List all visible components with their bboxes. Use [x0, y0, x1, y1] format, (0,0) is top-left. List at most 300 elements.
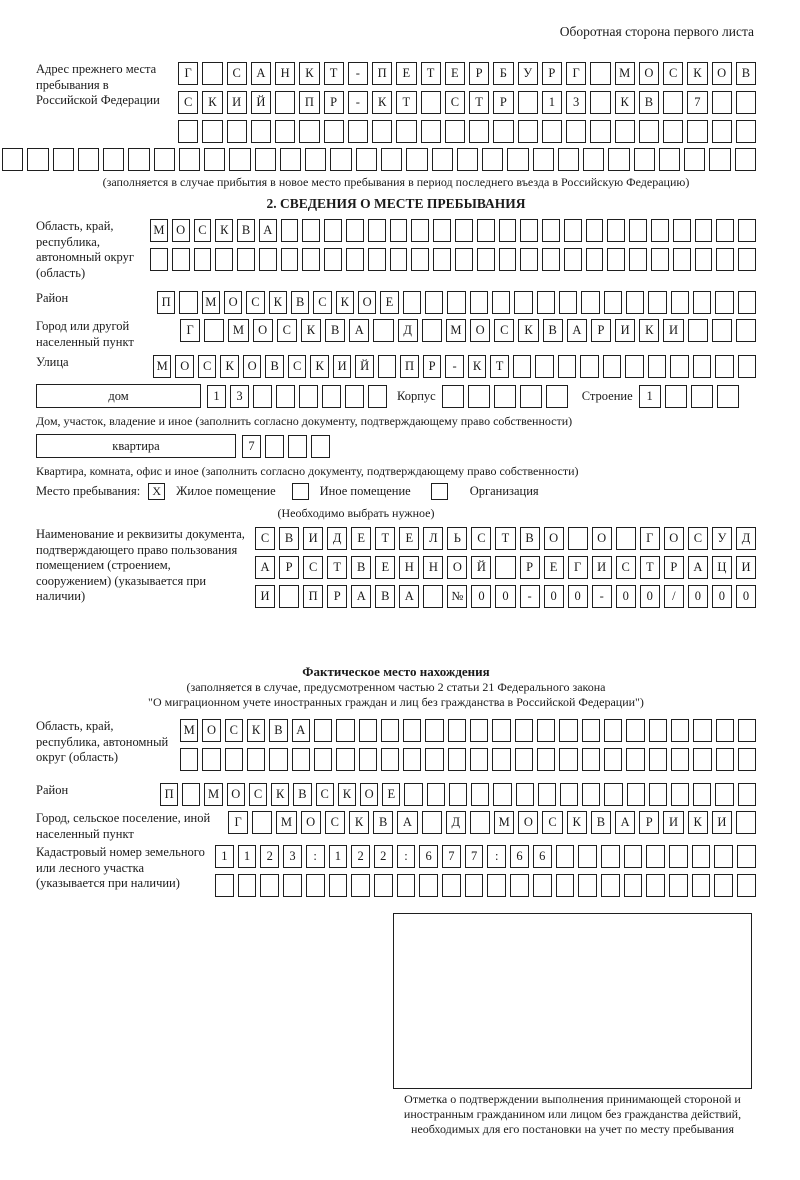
char-cell	[492, 748, 510, 771]
char-cell	[359, 719, 377, 742]
field-cadastral	[36, 845, 756, 907]
char-cell: О	[470, 319, 490, 342]
char-cell: О	[664, 527, 684, 550]
char-cell	[471, 783, 489, 806]
char-cell: В	[373, 811, 393, 834]
document-cell-row-2	[255, 556, 756, 579]
char-cell: К	[269, 291, 287, 314]
char-cell: В	[279, 527, 299, 550]
char-cell	[427, 783, 445, 806]
char-cell	[265, 435, 284, 458]
char-cell	[381, 148, 402, 171]
char-cell: И	[736, 556, 756, 579]
char-cell: А	[349, 319, 369, 342]
char-cell: Т	[396, 91, 416, 114]
char-cell: Л	[423, 527, 443, 550]
char-cell	[687, 120, 707, 143]
char-cell	[581, 291, 599, 314]
char-cell: К	[615, 91, 635, 114]
city-cell-row	[180, 319, 756, 342]
char-cell: О	[447, 556, 467, 579]
char-cell	[513, 355, 531, 378]
document-cell-row-3	[255, 585, 756, 608]
char-cell	[403, 748, 421, 771]
char-cell: К	[639, 319, 659, 342]
char-cell: А	[615, 811, 635, 834]
char-cell	[738, 748, 756, 771]
char-cell	[227, 120, 247, 143]
char-cell: 0	[544, 585, 564, 608]
region-cell-row-1	[150, 219, 756, 242]
char-cell: М	[150, 219, 168, 242]
char-cell	[314, 748, 332, 771]
char-cell: С	[542, 811, 562, 834]
char-cell	[302, 248, 320, 271]
district-actual-label: Район	[36, 783, 69, 797]
char-cell	[442, 385, 464, 408]
district-cell-row	[157, 291, 756, 314]
char-cell: В	[325, 319, 345, 342]
char-cell	[604, 291, 622, 314]
char-cell	[715, 783, 733, 806]
char-cell: С	[288, 355, 306, 378]
char-cell: 0	[712, 585, 732, 608]
char-cell	[671, 748, 689, 771]
char-cell: Т	[469, 91, 489, 114]
char-cell: Т	[327, 556, 347, 579]
char-cell: Д	[327, 527, 347, 550]
char-cell	[716, 248, 734, 271]
char-cell	[470, 291, 488, 314]
char-cell: М	[228, 319, 248, 342]
char-cell	[492, 291, 510, 314]
char-cell	[663, 91, 683, 114]
char-cell	[215, 874, 234, 897]
char-cell	[695, 219, 713, 242]
char-cell	[646, 874, 665, 897]
char-cell: 2	[260, 845, 279, 868]
char-cell: О	[712, 62, 732, 85]
char-cell	[542, 248, 560, 271]
char-cell	[538, 783, 556, 806]
field-prev-address	[36, 62, 756, 143]
char-cell	[404, 783, 422, 806]
char-cell	[260, 874, 279, 897]
char-cell: О	[544, 527, 564, 550]
field-region	[36, 219, 756, 281]
char-cell	[649, 783, 667, 806]
field-apartment	[36, 434, 756, 458]
char-cell	[582, 748, 600, 771]
char-cell	[564, 219, 582, 242]
char-cell	[421, 120, 441, 143]
char-cell	[590, 62, 610, 85]
char-cell: -	[520, 585, 540, 608]
char-cell	[172, 248, 190, 271]
char-cell	[533, 148, 554, 171]
char-cell	[671, 783, 689, 806]
char-cell	[604, 748, 622, 771]
char-cell	[247, 748, 265, 771]
char-cell: К	[215, 219, 233, 242]
char-cell	[128, 148, 149, 171]
apartment-caption: Квартира, комната, офис и иное (заполнить согласно документу, подтверждающему право собственности)	[36, 464, 579, 478]
char-cell: О	[202, 719, 220, 742]
prev-address-caption: (заполняется в случае прибытия в новое место пребывания в период последнего въезда в Российскую Федерацию)	[102, 175, 690, 189]
char-cell	[537, 748, 555, 771]
char-cell	[649, 748, 667, 771]
char-cell	[403, 291, 421, 314]
char-cell	[560, 783, 578, 806]
char-cell: С	[316, 783, 334, 806]
char-cell: Т	[490, 355, 508, 378]
char-cell	[542, 120, 562, 143]
char-cell	[604, 719, 622, 742]
char-cell	[626, 291, 644, 314]
char-cell: Р	[520, 556, 540, 579]
char-cell	[419, 874, 438, 897]
char-cell: 1	[542, 91, 562, 114]
char-cell: В	[293, 783, 311, 806]
char-cell: Р	[591, 319, 611, 342]
char-cell	[487, 874, 506, 897]
char-cell: С	[325, 811, 345, 834]
char-cell	[238, 874, 257, 897]
char-cell: В	[375, 585, 395, 608]
char-cell: 0	[568, 585, 588, 608]
char-cell	[259, 248, 277, 271]
char-cell: Е	[380, 291, 398, 314]
char-cell	[302, 219, 320, 242]
korpus-label: Корпус	[397, 388, 436, 403]
char-cell: О	[360, 783, 378, 806]
stay-type-option-other: Иное помещение	[319, 484, 411, 498]
char-cell: К	[349, 811, 369, 834]
char-cell: Т	[495, 527, 515, 550]
char-cell	[283, 874, 302, 897]
char-cell	[583, 148, 604, 171]
char-cell: Т	[375, 527, 395, 550]
char-cell: О	[301, 811, 321, 834]
char-cell	[336, 719, 354, 742]
city-label: Город или другой населенный пункт	[36, 319, 134, 349]
char-cell: Ц	[712, 556, 732, 579]
char-cell	[179, 291, 197, 314]
char-cell: Г	[566, 62, 586, 85]
char-cell: Г	[640, 527, 660, 550]
stroenie-label: Строение	[581, 388, 633, 403]
char-cell	[688, 319, 708, 342]
char-cell	[693, 291, 711, 314]
char-cell	[648, 355, 666, 378]
char-cell	[663, 120, 683, 143]
char-cell: Г	[228, 811, 248, 834]
char-cell: Р	[639, 811, 659, 834]
char-cell: 0	[688, 585, 708, 608]
char-cell: Р	[469, 62, 489, 85]
char-cell: М	[204, 783, 222, 806]
char-cell	[607, 248, 625, 271]
char-cell: 7	[242, 435, 261, 458]
char-cell	[53, 148, 74, 171]
char-cell	[556, 845, 575, 868]
char-cell	[411, 219, 429, 242]
char-cell: М	[153, 355, 171, 378]
char-cell	[601, 874, 620, 897]
char-cell: С	[494, 319, 514, 342]
char-cell: П	[157, 291, 175, 314]
char-cell	[712, 91, 732, 114]
char-cell: :	[306, 845, 325, 868]
char-cell	[738, 291, 756, 314]
char-cell: О	[518, 811, 538, 834]
char-cell	[468, 385, 490, 408]
char-cell: С	[471, 527, 491, 550]
char-cell: К	[271, 783, 289, 806]
char-cell	[448, 748, 466, 771]
char-cell	[738, 248, 756, 271]
char-cell: И	[663, 319, 683, 342]
char-cell	[692, 845, 711, 868]
char-cell	[299, 385, 318, 408]
char-cell: И	[255, 585, 275, 608]
char-cell	[381, 719, 399, 742]
char-cell	[673, 248, 691, 271]
korpus-cell-row	[442, 385, 568, 408]
char-cell: К	[299, 62, 319, 85]
char-cell	[520, 219, 538, 242]
char-cell	[737, 874, 756, 897]
char-cell	[669, 845, 688, 868]
char-cell	[253, 385, 272, 408]
char-cell	[580, 355, 598, 378]
char-cell	[492, 719, 510, 742]
district-actual-cell-row	[160, 783, 756, 806]
char-cell: В	[736, 62, 756, 85]
char-cell	[348, 120, 368, 143]
char-cell: Д	[736, 527, 756, 550]
char-cell: А	[351, 585, 371, 608]
char-cell	[442, 874, 461, 897]
house-caption: Дом, участок, владение и иное (заполнить согласно документу, подтверждающему право собственности)	[36, 414, 573, 428]
char-cell	[275, 91, 295, 114]
char-cell: Ь	[447, 527, 467, 550]
char-cell: Т	[421, 62, 441, 85]
char-cell	[422, 319, 442, 342]
char-cell	[736, 91, 756, 114]
char-cell	[695, 248, 713, 271]
char-cell: 1	[238, 845, 257, 868]
cadastral-cell-row-1	[215, 845, 756, 868]
char-cell	[390, 248, 408, 271]
char-cell: А	[292, 719, 310, 742]
char-cell	[251, 120, 271, 143]
document-cell-row-1	[255, 527, 756, 550]
char-cell	[299, 120, 319, 143]
char-cell	[670, 355, 688, 378]
char-cell	[639, 120, 659, 143]
char-cell	[715, 355, 733, 378]
char-cell	[736, 120, 756, 143]
char-cell: 0	[640, 585, 660, 608]
char-cell	[276, 385, 295, 408]
char-cell	[692, 874, 711, 897]
cadastral-label: Кадастровый номер земельного или лесного участка (указывается при наличии)	[36, 845, 205, 890]
char-cell	[368, 219, 386, 242]
char-cell: Т	[324, 62, 344, 85]
char-cell	[649, 719, 667, 742]
char-cell: И	[303, 527, 323, 550]
char-cell: С	[303, 556, 323, 579]
char-cell: Б	[493, 62, 513, 85]
char-cell	[329, 874, 348, 897]
street-label: Улица	[36, 355, 69, 369]
char-cell	[477, 219, 495, 242]
char-cell: Й	[251, 91, 271, 114]
char-cell	[372, 120, 392, 143]
char-cell: В	[351, 556, 371, 579]
char-cell	[202, 748, 220, 771]
char-cell	[578, 845, 597, 868]
char-cell: 3	[566, 91, 586, 114]
char-cell	[374, 874, 393, 897]
prev-address-cell-row-4	[2, 148, 756, 171]
char-cell: Р	[327, 585, 347, 608]
char-cell: П	[400, 355, 418, 378]
char-cell	[202, 120, 222, 143]
char-cell: Е	[544, 556, 564, 579]
char-cell: О	[175, 355, 193, 378]
char-cell	[373, 319, 393, 342]
char-cell: С	[445, 91, 465, 114]
char-cell	[693, 783, 711, 806]
char-cell: Д	[398, 319, 418, 342]
char-cell: К	[247, 719, 265, 742]
char-cell	[324, 120, 344, 143]
char-cell: В	[591, 811, 611, 834]
char-cell	[204, 148, 225, 171]
char-cell: Е	[399, 527, 419, 550]
house-labelbox: дом	[36, 384, 201, 408]
char-cell: У	[712, 527, 732, 550]
char-cell	[651, 219, 669, 242]
char-cell	[423, 585, 443, 608]
char-cell	[494, 385, 516, 408]
char-cell	[330, 148, 351, 171]
char-cell	[736, 319, 756, 342]
field-city	[36, 319, 756, 350]
stay-type-option-residential: Жилое помещение	[176, 484, 276, 498]
char-cell	[470, 811, 490, 834]
char-cell: Т	[640, 556, 660, 579]
char-cell: Н	[275, 62, 295, 85]
char-cell	[425, 748, 443, 771]
region-cell-row-2	[150, 248, 756, 271]
char-cell	[514, 291, 532, 314]
char-cell	[566, 120, 586, 143]
char-cell	[432, 148, 453, 171]
char-cell: Р	[279, 556, 299, 579]
char-cell	[2, 148, 23, 171]
char-cell: 0	[495, 585, 515, 608]
char-cell: А	[567, 319, 587, 342]
char-cell	[558, 355, 576, 378]
char-cell: У	[518, 62, 538, 85]
city-actual-cell-row	[228, 811, 756, 834]
char-cell	[518, 120, 538, 143]
char-cell	[578, 874, 597, 897]
char-cell	[648, 291, 666, 314]
char-cell	[215, 248, 233, 271]
char-cell	[469, 120, 489, 143]
char-cell: К	[567, 811, 587, 834]
char-cell: 2	[374, 845, 393, 868]
char-cell: Е	[382, 783, 400, 806]
stroenie-cell-row	[639, 385, 739, 408]
char-cell: Р	[542, 62, 562, 85]
char-cell	[515, 748, 533, 771]
prev-address-cell-row-3	[178, 120, 756, 143]
char-cell	[712, 120, 732, 143]
char-cell	[252, 811, 272, 834]
stay-type-checkbox-other	[292, 483, 309, 500]
char-cell	[627, 783, 645, 806]
char-cell	[288, 435, 307, 458]
char-cell	[306, 874, 325, 897]
prev-address-label: Адрес прежнего места пребывания в Российской Федерации	[36, 62, 160, 107]
char-cell: /	[664, 585, 684, 608]
char-cell	[738, 355, 756, 378]
char-cell: А	[397, 811, 417, 834]
char-cell	[537, 719, 555, 742]
char-cell	[714, 845, 733, 868]
char-cell	[351, 874, 370, 897]
char-cell	[368, 385, 387, 408]
char-cell: 7	[442, 845, 461, 868]
char-cell: С	[198, 355, 216, 378]
char-cell	[311, 435, 330, 458]
char-cell	[237, 248, 255, 271]
char-cell	[493, 120, 513, 143]
char-cell	[518, 91, 538, 114]
char-cell	[684, 148, 705, 171]
char-cell: Е	[375, 556, 395, 579]
char-cell	[671, 719, 689, 742]
char-cell	[582, 783, 600, 806]
char-cell	[646, 845, 665, 868]
char-cell	[280, 148, 301, 171]
char-cell: В	[265, 355, 283, 378]
char-cell: Е	[351, 527, 371, 550]
char-cell: К	[518, 319, 538, 342]
field-district-actual	[36, 783, 756, 806]
char-cell: -	[445, 355, 463, 378]
char-cell	[634, 148, 655, 171]
char-cell: К	[468, 355, 486, 378]
char-cell	[204, 319, 224, 342]
char-cell	[659, 148, 680, 171]
char-cell	[607, 219, 625, 242]
char-cell: 1	[639, 385, 661, 408]
char-cell	[499, 248, 517, 271]
char-cell: А	[251, 62, 271, 85]
char-cell: К	[310, 355, 328, 378]
region-actual-label: Область, край, республика, автономный округ (область)	[36, 719, 169, 764]
char-cell: Г	[568, 556, 588, 579]
char-cell	[495, 556, 515, 579]
char-cell: М	[494, 811, 514, 834]
char-cell	[225, 748, 243, 771]
